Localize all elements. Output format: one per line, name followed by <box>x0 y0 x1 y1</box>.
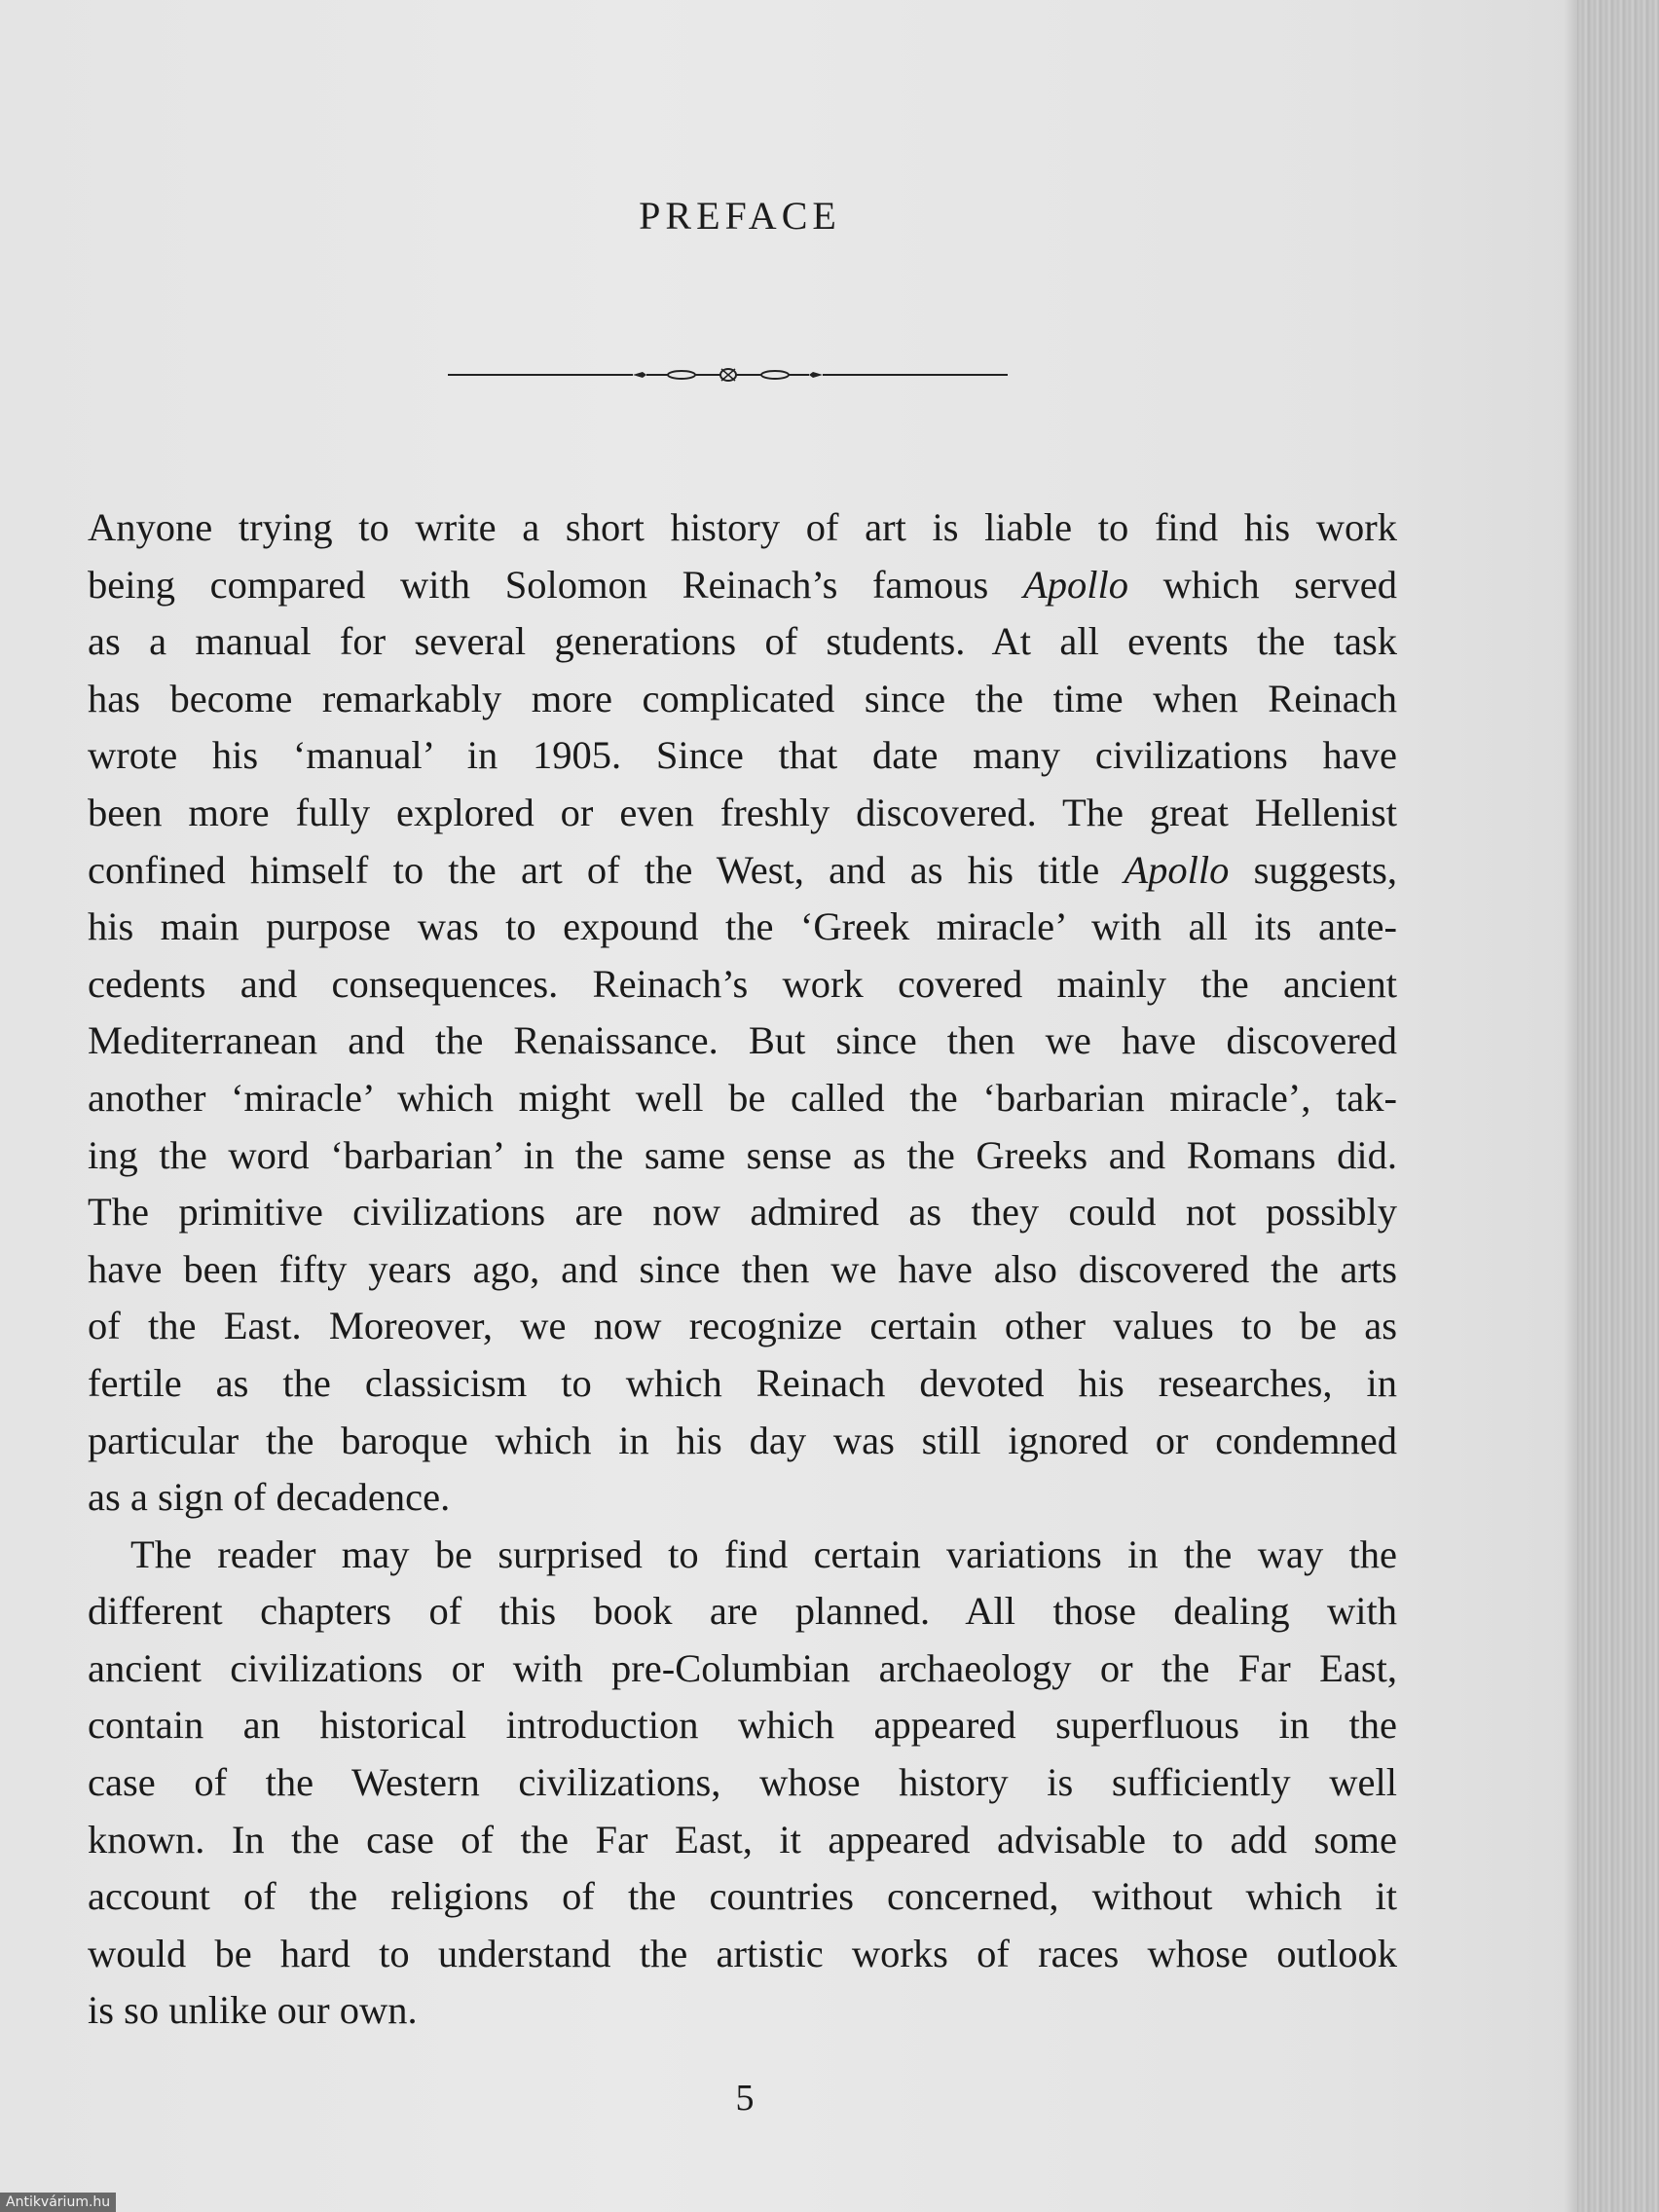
paragraph-2 <box>88 1527 1397 2040</box>
text-line: is so unlike our own. <box>88 1988 418 2033</box>
text-line: as a sign of decadence. <box>88 1475 451 1520</box>
page-number: 5 <box>735 2078 755 2119</box>
text-line: case of the Western civilizations, whose history is sufficiently well <box>88 1760 1397 1805</box>
book-edge <box>1577 0 1659 2212</box>
text-line: Anyone trying to write a short history of art is liable to find his work <box>88 505 1397 549</box>
text-line: would be hard to understand the artistic works of races whose outlook <box>88 1931 1397 1975</box>
text-line: has become remarkably more complicated since the time when Reinach <box>88 676 1397 720</box>
text-line: ancient civilizations or with pre-Columbian archaeology or the Far East, <box>88 1645 1397 1690</box>
text-line: as a manual for several generations of students. At all events the task <box>88 619 1397 664</box>
text-line: The primitive civilizations are now admired as they could not possibly <box>88 1190 1397 1235</box>
text-line: another ‘miracle’ which might well be called the ‘barbarian miracle’, tak- <box>88 1075 1397 1120</box>
text-line: cedents and consequences. Reinach’s work covered mainly the ancient <box>88 961 1397 1006</box>
text-line: confined himself to the art of the West, and as his title Apollo suggests, <box>88 847 1398 892</box>
text-line: fertile as the classicism to which Reinach devoted his researches, in <box>88 1360 1397 1405</box>
text-line: Mediterranean and the Renaissance. But since then we have discovered <box>88 1018 1397 1063</box>
text-line: ing the word ‘barbarian’ in the same sense as the Greeks and Romans did. <box>88 1132 1397 1177</box>
text-line: being compared with Solomon Reinach’s famous Apollo which served <box>88 562 1397 607</box>
text-line: have been fifty years ago, and since then we have also discovered the arts <box>88 1246 1397 1291</box>
text-line: The reader may be surprised to find certain variations in the way the <box>130 1531 1397 1576</box>
text-line: of the East. Moreover, we now recognize certain other values to be as <box>88 1304 1397 1348</box>
text-line: different chapters of this book are planned. All those dealing with <box>88 1589 1397 1634</box>
page-title: PREFACE <box>639 194 841 238</box>
text-line: account of the religions of the countries concerned, without which it <box>88 1874 1397 1919</box>
preface-body <box>88 499 1397 2040</box>
text-line: known. In the case of the Far East, it appeared advisable to add some <box>88 1817 1397 1862</box>
text-line: contain an historical introduction which appeared superfluous in the <box>88 1703 1397 1748</box>
text-line: been more fully explored or even freshly discovered. The great Hellenist <box>88 790 1397 834</box>
paragraph-1 <box>88 499 1397 1527</box>
text-line: particular the baroque which in his day was still ignored or condemned <box>88 1418 1397 1462</box>
text-line: his main purpose was to expound the ‘Greek miracle’ with all its ante- <box>88 904 1397 949</box>
watermark: Antikvárium.hu <box>0 2193 116 2212</box>
text-line: wrote his ‘manual’ in 1905. Since that date many civilizations have <box>88 733 1397 778</box>
ornament-divider <box>448 360 1008 389</box>
